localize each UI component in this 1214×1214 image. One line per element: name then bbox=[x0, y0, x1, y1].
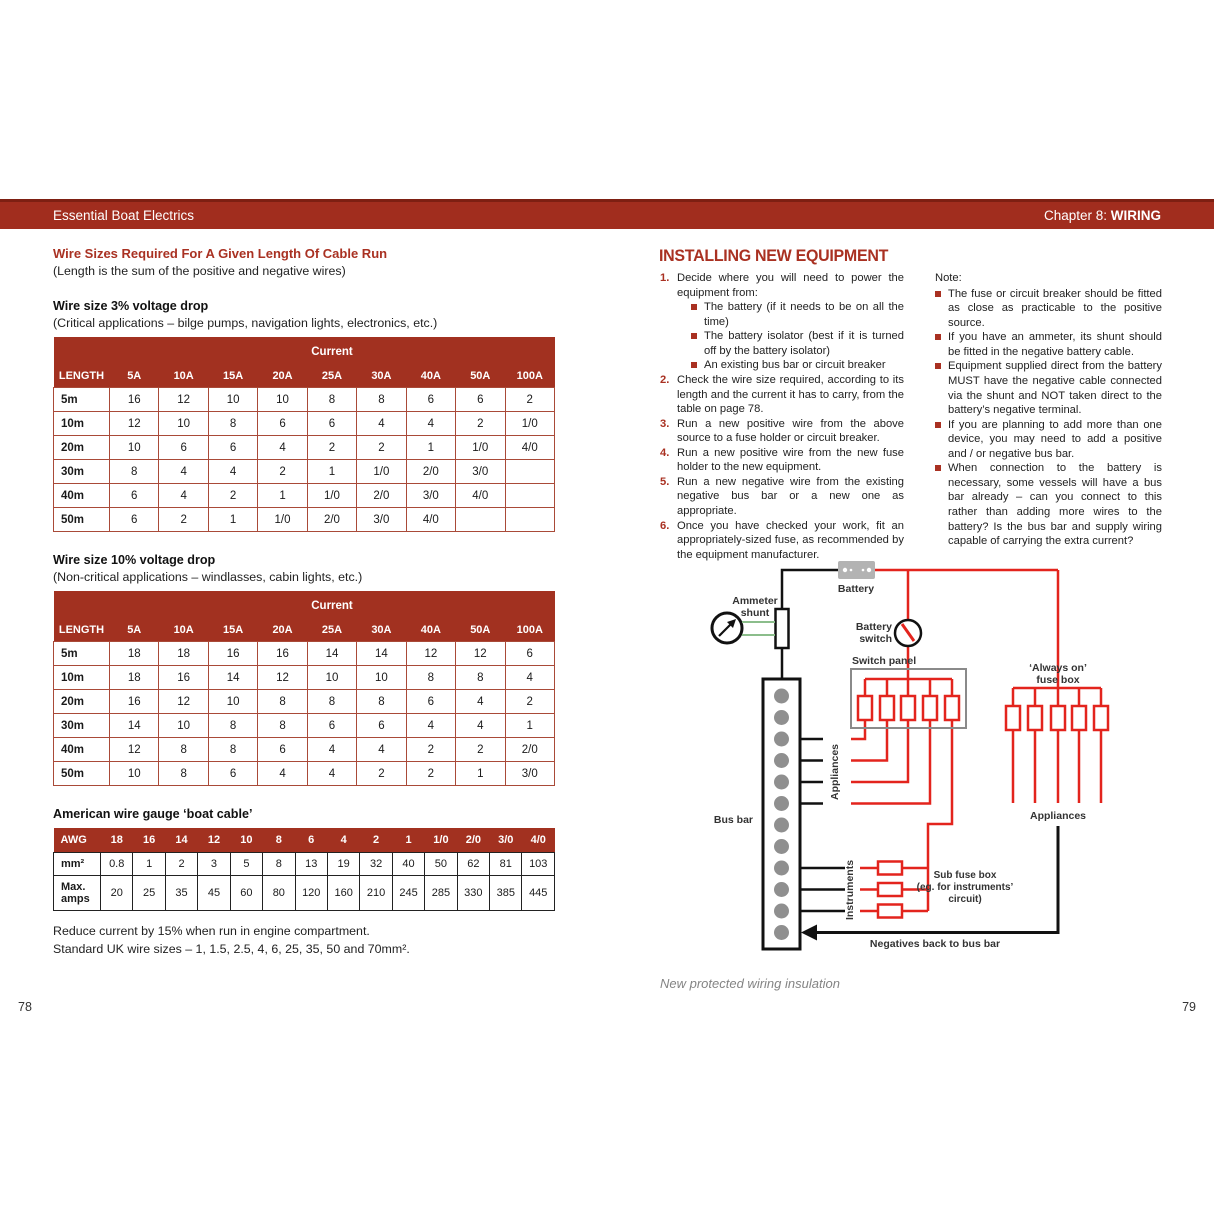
page-title: Wire Sizes Required For A Given Length Of Cable Run bbox=[53, 246, 388, 261]
current-span-header: Current bbox=[110, 337, 555, 365]
square-bullet-icon bbox=[691, 362, 697, 368]
steps-column bbox=[660, 271, 904, 562]
table-cell: 8 bbox=[110, 460, 159, 484]
table-cell: 2/0 bbox=[307, 508, 356, 532]
table-cell: 6 bbox=[406, 690, 455, 714]
table-cell: 6 bbox=[357, 714, 406, 738]
col-header: AWG bbox=[54, 828, 101, 853]
table-cell: 8 bbox=[307, 690, 356, 714]
numbered-step bbox=[660, 446, 904, 475]
negatives-label: Negatives back to bus bar bbox=[869, 938, 1001, 950]
table-cell: 8 bbox=[258, 714, 307, 738]
table-cell: 4 bbox=[406, 714, 455, 738]
table-cell: 2 bbox=[505, 388, 555, 412]
step-bullet: An existing bus bar or circuit breaker bbox=[691, 358, 904, 373]
table-cell: 4/0 bbox=[456, 484, 505, 508]
table-cell: 445 bbox=[522, 876, 555, 911]
table-cell: 14 bbox=[357, 642, 406, 666]
bus-bar-label: Bus bar bbox=[713, 814, 753, 826]
table-cell: 1 bbox=[133, 853, 165, 876]
table-cell: 2 bbox=[208, 484, 257, 508]
table-cell: 14 bbox=[307, 642, 356, 666]
table-cell: 6 bbox=[159, 436, 208, 460]
table-cell: 1 bbox=[456, 762, 505, 786]
numbered-step bbox=[660, 271, 904, 373]
table-cell: 80 bbox=[263, 876, 295, 911]
table-cell bbox=[505, 484, 555, 508]
table-cell: 10 bbox=[159, 714, 208, 738]
table-cell: 16 bbox=[208, 642, 257, 666]
col-header: 1/0 bbox=[425, 828, 457, 853]
col-header: 20A bbox=[258, 619, 307, 642]
col-header: 3/0 bbox=[490, 828, 522, 853]
table-cell bbox=[505, 460, 555, 484]
square-bullet-icon bbox=[935, 422, 941, 428]
installing-heading: INSTALLING NEW EQUIPMENT bbox=[659, 246, 889, 265]
switch-panel-label: Switch panel bbox=[852, 655, 917, 667]
step-bullet: The battery isolator (best if it is turned off by the battery isolator) bbox=[691, 329, 904, 358]
always-on-label-2: fuse box bbox=[1036, 674, 1080, 686]
table-cell: 120 bbox=[295, 876, 327, 911]
table-cell: 6 bbox=[110, 508, 159, 532]
table-cell: 2 bbox=[307, 436, 356, 460]
table-cell: 2/0 bbox=[505, 738, 555, 762]
table-cell: 4 bbox=[505, 666, 555, 690]
row-label: 30m bbox=[54, 714, 110, 738]
col-header: 6 bbox=[295, 828, 327, 853]
chapter-title: Chapter 8: WIRING bbox=[1043, 208, 1161, 223]
table-row bbox=[54, 436, 555, 460]
table-cell: 3/0 bbox=[505, 762, 555, 786]
table-cell: 18 bbox=[110, 666, 159, 690]
table-cell: 1 bbox=[208, 508, 257, 532]
ammeter-sense-wires bbox=[742, 622, 775, 635]
step-text: Run a new negative wire from the existing negative bus bar or a new one as appropriate. bbox=[677, 475, 904, 517]
table-cell: 20 bbox=[101, 876, 133, 911]
table-cell: 12 bbox=[406, 642, 455, 666]
row-label: 30m bbox=[54, 460, 110, 484]
table-cell: 10 bbox=[357, 666, 406, 690]
table-cell: 18 bbox=[159, 642, 208, 666]
battery-switch-label-1: Battery bbox=[855, 621, 892, 633]
table-cell: 6 bbox=[208, 436, 257, 460]
row-label: 40m bbox=[54, 738, 110, 762]
row-label: 50m bbox=[54, 762, 110, 786]
col-header: LENGTH bbox=[54, 365, 110, 388]
table-cell: 10 bbox=[159, 412, 208, 436]
table-cell: 4 bbox=[159, 460, 208, 484]
table-cell: 4 bbox=[307, 762, 356, 786]
table-cell: 2/0 bbox=[357, 484, 406, 508]
table-cell: 10 bbox=[258, 388, 307, 412]
table-cell: 4/0 bbox=[505, 436, 555, 460]
battery-switch-label-2: switch bbox=[859, 633, 892, 645]
table-cell: 2 bbox=[456, 738, 505, 762]
table-cell: 8 bbox=[208, 714, 257, 738]
col-header: 4 bbox=[327, 828, 359, 853]
col-header: 2 bbox=[360, 828, 392, 853]
table-cell: 8 bbox=[456, 666, 505, 690]
table-cell: 6 bbox=[208, 762, 257, 786]
step-bullet: The battery (if it needs to be on all the time) bbox=[691, 300, 904, 329]
table-row bbox=[54, 412, 555, 436]
table-cell: 12 bbox=[159, 690, 208, 714]
table-cell: 16 bbox=[159, 666, 208, 690]
awg-table bbox=[53, 828, 555, 911]
table-cell: 8 bbox=[263, 853, 295, 876]
table-cell: 4 bbox=[258, 436, 307, 460]
table-cell: 2 bbox=[357, 762, 406, 786]
ammeter-shunt-label-1: Ammeter bbox=[732, 595, 778, 607]
section-subheading-3pct: (Critical applications – bilge pumps, navigation lights, electronics, etc.) bbox=[53, 316, 438, 330]
table-cell: 1/0 bbox=[307, 484, 356, 508]
numbered-step bbox=[660, 417, 904, 446]
table-cell: 8 bbox=[357, 690, 406, 714]
table-cell: 1 bbox=[307, 460, 356, 484]
col-header: 8 bbox=[263, 828, 295, 853]
table-cell: 2 bbox=[406, 762, 455, 786]
row-label: Max. amps bbox=[54, 876, 101, 911]
table-cell: 12 bbox=[110, 412, 159, 436]
appliance-negative-wires bbox=[800, 739, 823, 804]
left-page bbox=[53, 246, 555, 959]
appliances-left-label: Appliances bbox=[829, 743, 841, 801]
diagram-caption: New protected wiring insulation bbox=[660, 976, 840, 991]
table-cell: 13 bbox=[295, 853, 327, 876]
row-label: 20m bbox=[54, 436, 110, 460]
table-row bbox=[54, 690, 555, 714]
step-text: Run a new positive wire from the above source to a fuse holder or circuit breaker. bbox=[677, 417, 904, 445]
table-cell: 35 bbox=[165, 876, 197, 911]
arrowhead-icon bbox=[801, 925, 817, 941]
table-cell: 8 bbox=[208, 412, 257, 436]
table-row bbox=[54, 714, 555, 738]
table-cell: 2/0 bbox=[406, 460, 455, 484]
footnote-1: Reduce current by 15% when run in engine compartment. bbox=[53, 924, 370, 938]
wire-table-3pct bbox=[53, 337, 555, 532]
table-cell: 4 bbox=[357, 738, 406, 762]
note-bullet: If you are planning to add more than one device, you may need to add a positive and / or negative bus bar. bbox=[935, 418, 1162, 462]
table-cell: 4 bbox=[258, 762, 307, 786]
table-cell: 14 bbox=[208, 666, 257, 690]
col-header: 12 bbox=[198, 828, 230, 853]
step-number: 5. bbox=[660, 475, 670, 488]
step-text: Decide where you will need to power the equipment from: bbox=[677, 272, 904, 299]
table-cell: 19 bbox=[327, 853, 359, 876]
col-header: 16 bbox=[133, 828, 165, 853]
negative-wire bbox=[782, 570, 838, 609]
table-cell: 1/0 bbox=[258, 508, 307, 532]
table-cell: 10 bbox=[307, 666, 356, 690]
table-cell: 330 bbox=[457, 876, 489, 911]
square-bullet-icon bbox=[935, 291, 941, 297]
table-cell: 45 bbox=[198, 876, 230, 911]
table-cell: 4 bbox=[208, 460, 257, 484]
step-text: Once you have checked your work, fit an appropriately-sized fuse, as recommended by the equipment manufacturer. bbox=[677, 519, 904, 561]
row-label: 10m bbox=[54, 666, 110, 690]
table-cell: 40 bbox=[392, 853, 424, 876]
section-heading-awg: American wire gauge ‘boat cable’ bbox=[53, 807, 253, 821]
square-bullet-icon bbox=[691, 333, 697, 339]
table-cell: 6 bbox=[505, 642, 555, 666]
table-cell: 1/0 bbox=[456, 436, 505, 460]
table-row bbox=[54, 853, 555, 876]
row-label: mm² bbox=[54, 853, 101, 876]
table-cell: 60 bbox=[230, 876, 262, 911]
table-cell: 8 bbox=[159, 738, 208, 762]
col-header: 20A bbox=[258, 365, 307, 388]
book-title: Essential Boat Electrics bbox=[53, 208, 195, 223]
table-cell: 16 bbox=[110, 388, 159, 412]
instrument-negative-wires bbox=[800, 868, 845, 911]
table-corner bbox=[54, 337, 110, 365]
table-cell: 4 bbox=[159, 484, 208, 508]
table-corner bbox=[54, 591, 110, 619]
table-cell: 6 bbox=[307, 412, 356, 436]
section-heading-3pct: Wire size 3% voltage drop bbox=[53, 299, 209, 313]
footnote-2: Standard UK wire sizes – 1, 1.5, 2.5, 4, 6, 25, 35, 50 and 70mm². bbox=[53, 941, 410, 956]
col-header: 100A bbox=[505, 365, 555, 388]
table-cell: 62 bbox=[457, 853, 489, 876]
table-row bbox=[54, 876, 555, 911]
instruments-label: Instruments bbox=[844, 859, 856, 921]
table-row bbox=[54, 508, 555, 532]
table-cell: 6 bbox=[258, 412, 307, 436]
col-header: 15A bbox=[208, 365, 257, 388]
col-header: 5A bbox=[110, 365, 159, 388]
note-bullet: When connection to the battery is necessary, some vessels will have a bus bar already – can you connect to this rather than adding more wires to the battery? Is the bus bar and supply wiring capable of carrying the extra current? bbox=[935, 461, 1162, 548]
table-cell: 6 bbox=[307, 714, 356, 738]
table-cell: 6 bbox=[406, 388, 455, 412]
page-number-right: 79 bbox=[1182, 1000, 1196, 1014]
table-cell: 4 bbox=[406, 412, 455, 436]
sub-fuse-label-2: (eg. for instruments’ bbox=[916, 882, 1014, 893]
table-cell: 16 bbox=[110, 690, 159, 714]
footnotes bbox=[53, 923, 555, 959]
square-bullet-icon bbox=[691, 304, 697, 310]
table-cell bbox=[505, 508, 555, 532]
table-cell: 6 bbox=[456, 388, 505, 412]
table-cell: 8 bbox=[208, 738, 257, 762]
step-text: Run a new positive wire from the new fuse holder to the new equipment. bbox=[677, 446, 904, 474]
page-number-left: 78 bbox=[18, 1000, 32, 1014]
note-bullet: The fuse or circuit breaker should be fitted as close as practicable to the positive source. bbox=[935, 287, 1162, 331]
wire-table-10pct bbox=[53, 591, 555, 786]
table-row bbox=[54, 642, 555, 666]
table-cell: 8 bbox=[307, 388, 356, 412]
table-cell bbox=[456, 508, 505, 532]
step-number: 2. bbox=[660, 373, 670, 386]
table-cell: 50 bbox=[425, 853, 457, 876]
row-label: 5m bbox=[54, 388, 110, 412]
table-cell: 1 bbox=[505, 714, 555, 738]
table-cell: 81 bbox=[490, 853, 522, 876]
current-span-header: Current bbox=[110, 591, 555, 619]
table-cell: 6 bbox=[110, 484, 159, 508]
col-header: 18 bbox=[101, 828, 133, 853]
step-number: 4. bbox=[660, 446, 670, 459]
section-heading-10pct: Wire size 10% voltage drop bbox=[53, 553, 216, 567]
table-cell: 103 bbox=[522, 853, 555, 876]
table-cell: 10 bbox=[110, 762, 159, 786]
table-cell: 8 bbox=[357, 388, 406, 412]
table-cell: 2 bbox=[505, 690, 555, 714]
table-cell: 1 bbox=[406, 436, 455, 460]
table-cell: 1/0 bbox=[505, 412, 555, 436]
row-label: 5m bbox=[54, 642, 110, 666]
col-header: 50A bbox=[456, 619, 505, 642]
table-cell: 1/0 bbox=[357, 460, 406, 484]
step-text: Check the wire size required, according to its length and the current it has to carry, from the table on page 78. bbox=[677, 373, 904, 416]
note-bullet: If you have an ammeter, its shunt should be fitted in the negative battery cable. bbox=[935, 330, 1162, 359]
table-cell: 16 bbox=[258, 642, 307, 666]
col-header: 30A bbox=[357, 619, 406, 642]
chapter-header-bar bbox=[0, 199, 1214, 229]
wiring-diagram bbox=[655, 556, 1175, 961]
col-header: 2/0 bbox=[457, 828, 489, 853]
table-cell: 2 bbox=[159, 508, 208, 532]
note-bullet: Equipment supplied direct from the battery MUST have the negative cable connected via the shunt and NOT taken direct to the battery’s negative terminal. bbox=[935, 359, 1162, 417]
table-cell: 4/0 bbox=[406, 508, 455, 532]
row-label: 40m bbox=[54, 484, 110, 508]
col-header: 10A bbox=[159, 619, 208, 642]
square-bullet-icon bbox=[935, 334, 941, 340]
col-header: 25A bbox=[307, 365, 356, 388]
section-subheading-10pct: (Non-critical applications – windlasses, cabin lights, etc.) bbox=[53, 570, 363, 584]
table-cell: 3 bbox=[198, 853, 230, 876]
table-row bbox=[54, 388, 555, 412]
table-cell: 4 bbox=[456, 714, 505, 738]
table-cell: 10 bbox=[208, 388, 257, 412]
table-cell: 12 bbox=[258, 666, 307, 690]
table-cell: 1 bbox=[258, 484, 307, 508]
note-label: Note: bbox=[935, 272, 962, 284]
table-cell: 8 bbox=[406, 666, 455, 690]
col-header: 30A bbox=[357, 365, 406, 388]
row-label: 50m bbox=[54, 508, 110, 532]
numbered-step bbox=[660, 373, 904, 417]
table-cell: 5 bbox=[230, 853, 262, 876]
table-cell: 0.8 bbox=[101, 853, 133, 876]
table-row bbox=[54, 762, 555, 786]
table-cell: 18 bbox=[110, 642, 159, 666]
ammeter-shunt-icon bbox=[776, 609, 789, 648]
table-cell: 4 bbox=[307, 738, 356, 762]
col-header: 10A bbox=[159, 365, 208, 388]
table-cell: 6 bbox=[258, 738, 307, 762]
col-header: 10 bbox=[230, 828, 262, 853]
table-cell: 10 bbox=[110, 436, 159, 460]
table-cell: 245 bbox=[392, 876, 424, 911]
table-row bbox=[54, 460, 555, 484]
always-on-label-1: ‘Always on’ bbox=[1029, 662, 1087, 674]
numbered-step bbox=[660, 475, 904, 519]
table-cell: 285 bbox=[425, 876, 457, 911]
table-cell: 8 bbox=[159, 762, 208, 786]
ammeter-shunt-label-2: shunt bbox=[740, 607, 770, 619]
col-header: 1 bbox=[392, 828, 424, 853]
table-cell: 160 bbox=[327, 876, 359, 911]
col-header: 15A bbox=[208, 619, 257, 642]
table-cell: 2 bbox=[165, 853, 197, 876]
col-header: 4/0 bbox=[522, 828, 555, 853]
col-header: 40A bbox=[406, 619, 455, 642]
page-subtitle: (Length is the sum of the positive and negative wires) bbox=[53, 264, 346, 278]
table-cell: 12 bbox=[110, 738, 159, 762]
row-label: 20m bbox=[54, 690, 110, 714]
table-cell: 385 bbox=[490, 876, 522, 911]
table-cell: 14 bbox=[110, 714, 159, 738]
table-row bbox=[54, 738, 555, 762]
col-header: 100A bbox=[505, 619, 555, 642]
col-header: 5A bbox=[110, 619, 159, 642]
table-cell: 2 bbox=[357, 436, 406, 460]
battery-label: Battery bbox=[837, 583, 875, 595]
table-cell: 12 bbox=[456, 642, 505, 666]
col-header: 40A bbox=[406, 365, 455, 388]
row-label: 10m bbox=[54, 412, 110, 436]
table-cell: 32 bbox=[360, 853, 392, 876]
sub-fuse-label-3: circuit) bbox=[948, 894, 982, 905]
square-bullet-icon bbox=[935, 465, 941, 471]
note-column bbox=[935, 271, 1162, 549]
table-cell: 3/0 bbox=[406, 484, 455, 508]
table-cell: 12 bbox=[159, 388, 208, 412]
table-cell: 25 bbox=[133, 876, 165, 911]
square-bullet-icon bbox=[935, 363, 941, 369]
table-cell: 4 bbox=[357, 412, 406, 436]
table-row bbox=[54, 666, 555, 690]
table-cell: 2 bbox=[258, 460, 307, 484]
table-cell: 3/0 bbox=[456, 460, 505, 484]
table-cell: 3/0 bbox=[357, 508, 406, 532]
step-number: 1. bbox=[660, 272, 670, 284]
table-cell: 8 bbox=[258, 690, 307, 714]
table-cell: 2 bbox=[406, 738, 455, 762]
sub-fuse-label-1: Sub fuse box bbox=[933, 870, 997, 881]
table-cell: 210 bbox=[360, 876, 392, 911]
table-row bbox=[54, 484, 555, 508]
step-number: 3. bbox=[660, 417, 670, 430]
table-cell: 4 bbox=[456, 690, 505, 714]
col-header: 50A bbox=[456, 365, 505, 388]
wiring-diagram-svg bbox=[655, 556, 1175, 956]
col-header: 14 bbox=[165, 828, 197, 853]
col-header: LENGTH bbox=[54, 619, 110, 642]
step-number: 6. bbox=[660, 519, 670, 532]
table-cell: 10 bbox=[208, 690, 257, 714]
col-header: 25A bbox=[307, 619, 356, 642]
appliances-right-label: Appliances bbox=[1029, 810, 1087, 822]
table-cell: 2 bbox=[456, 412, 505, 436]
